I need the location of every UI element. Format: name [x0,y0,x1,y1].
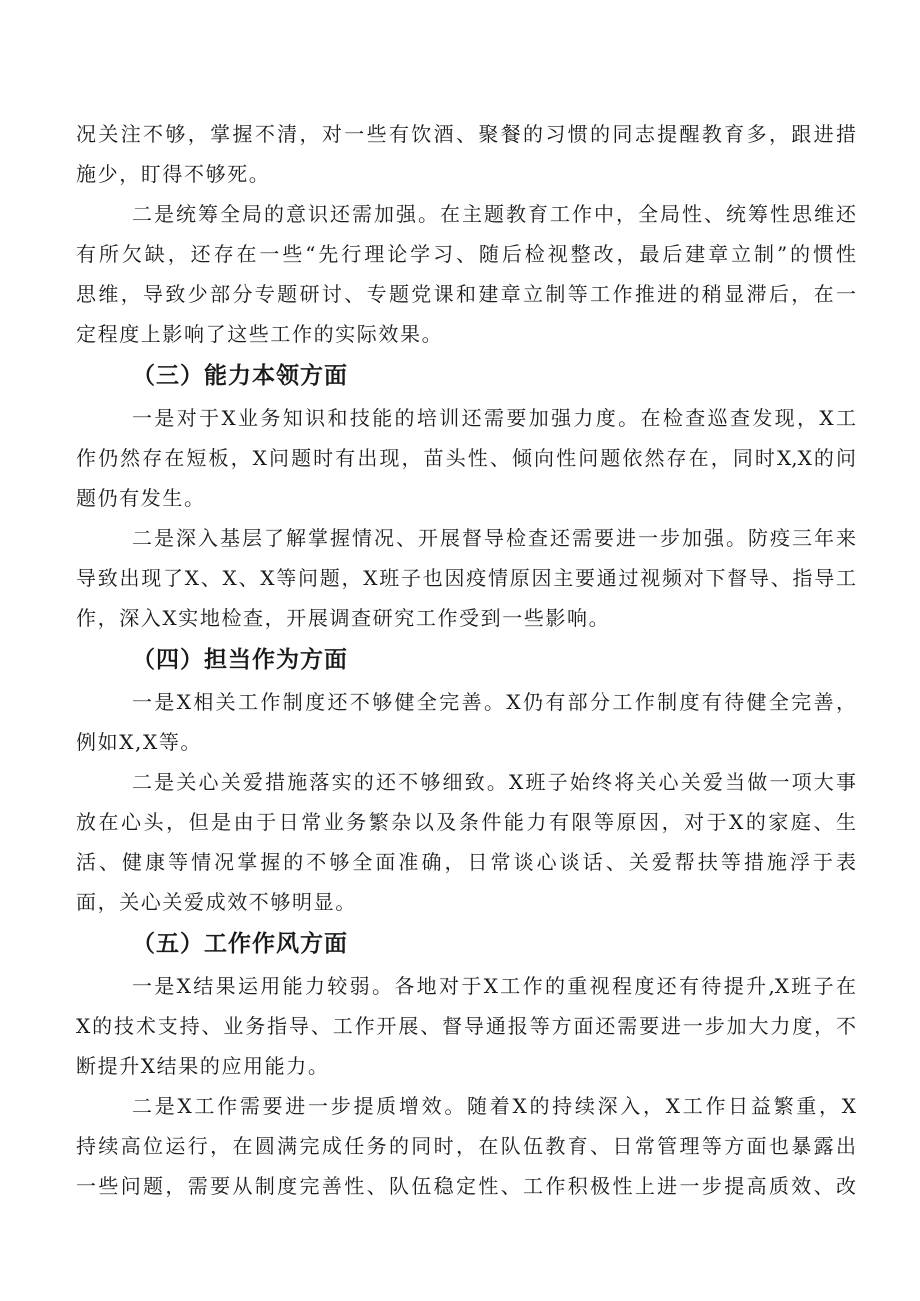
paragraph-line: 一些问题，需要从制度完善性、队伍稳定性、工作积极性上进一步提高质效、改 [76,1174,856,1198]
paragraph-line: 题仍有发生。 [76,486,206,510]
paragraph-line: 例如X,X等。 [76,730,203,754]
document-page [76,114,856,1206]
paragraph-first-line: 二是深入基层了解掌握情况、开展督导检查还需要进一步加强。防疫三年来 [132,526,856,550]
paragraph-first-line: 一是X相关工作制度还不够健全完善。X仍有部分工作制度有待健全完善， [132,690,856,714]
paragraph-line: 活、健康等情况掌握的不够全面准确，日常谈心谈话、关爱帮扶等措施浮于表 [76,850,856,874]
paragraph-line: 施少，盯得不够死。 [76,162,271,186]
paragraph-line: 断提升X结果的应用能力。 [76,1054,330,1078]
paragraph-line: 况关注不够，掌握不清，对一些有饮酒、聚餐的习惯的同志提醒教育多，跟进措 [76,122,856,146]
paragraph-line: 面，关心关爱成效不够明显。 [76,890,357,914]
paragraph-line: 思维，导致少部分专题研讨、专题党课和建章立制等工作推进的稍显滞后，在一 [76,282,856,306]
paragraph-line: 有所欠缺，还存在一些“先行理论学习、随后检视整改，最后建章立制”的惯性 [76,242,856,266]
paragraph-line: 作仍然存在短板，X问题时有出现，苗头性、倾向性问题依然存在，同时X,X的问 [76,446,856,470]
paragraph-first-line: 二是X工作需要进一步提质增效。随着X的持续深入，X工作日益繁重，X [132,1094,856,1118]
section-heading: （五）工作作风方面 [132,931,348,957]
paragraph-line: 定程度上影响了这些工作的实际效果。 [76,322,444,346]
paragraph-first-line: 一是对于X业务知识和技能的培训还需要加强力度。在检查巡查发现，X工 [132,406,856,430]
section-heading: （四）担当作为方面 [132,647,348,673]
paragraph-line: 导致出现了X、X、X等问题，X班子也因疫情原因主要通过视频对下督导、指导工 [76,566,856,590]
paragraph-line: 持续高位运行，在圆满完成任务的同时，在队伍教育、日常管理等方面也暴露出 [76,1134,856,1158]
paragraph-line: 作，深入X实地检查，开展调查研究工作受到一些影响。 [76,606,611,630]
section-heading: （三）能力本领方面 [132,363,348,389]
paragraph-line: X的技术支持、业务指导、工作开展、督导通报等方面还需要进一步加大力度，不 [76,1014,856,1038]
paragraph-first-line: 一是X结果运用能力较弱。各地对于X工作的重视程度还有待提升,X班子在 [132,974,856,998]
paragraph-first-line: 二是关心关爱措施落实的还不够细致。X班子始终将关心关爱当做一项大事 [132,770,856,794]
paragraph-first-line: 二是统筹全局的意识还需加强。在主题教育工作中，全局性、统筹性思维还 [132,202,856,226]
paragraph-line: 放在心头，但是由于日常业务繁杂以及条件能力有限等原因，对于X的家庭、生 [76,810,856,834]
